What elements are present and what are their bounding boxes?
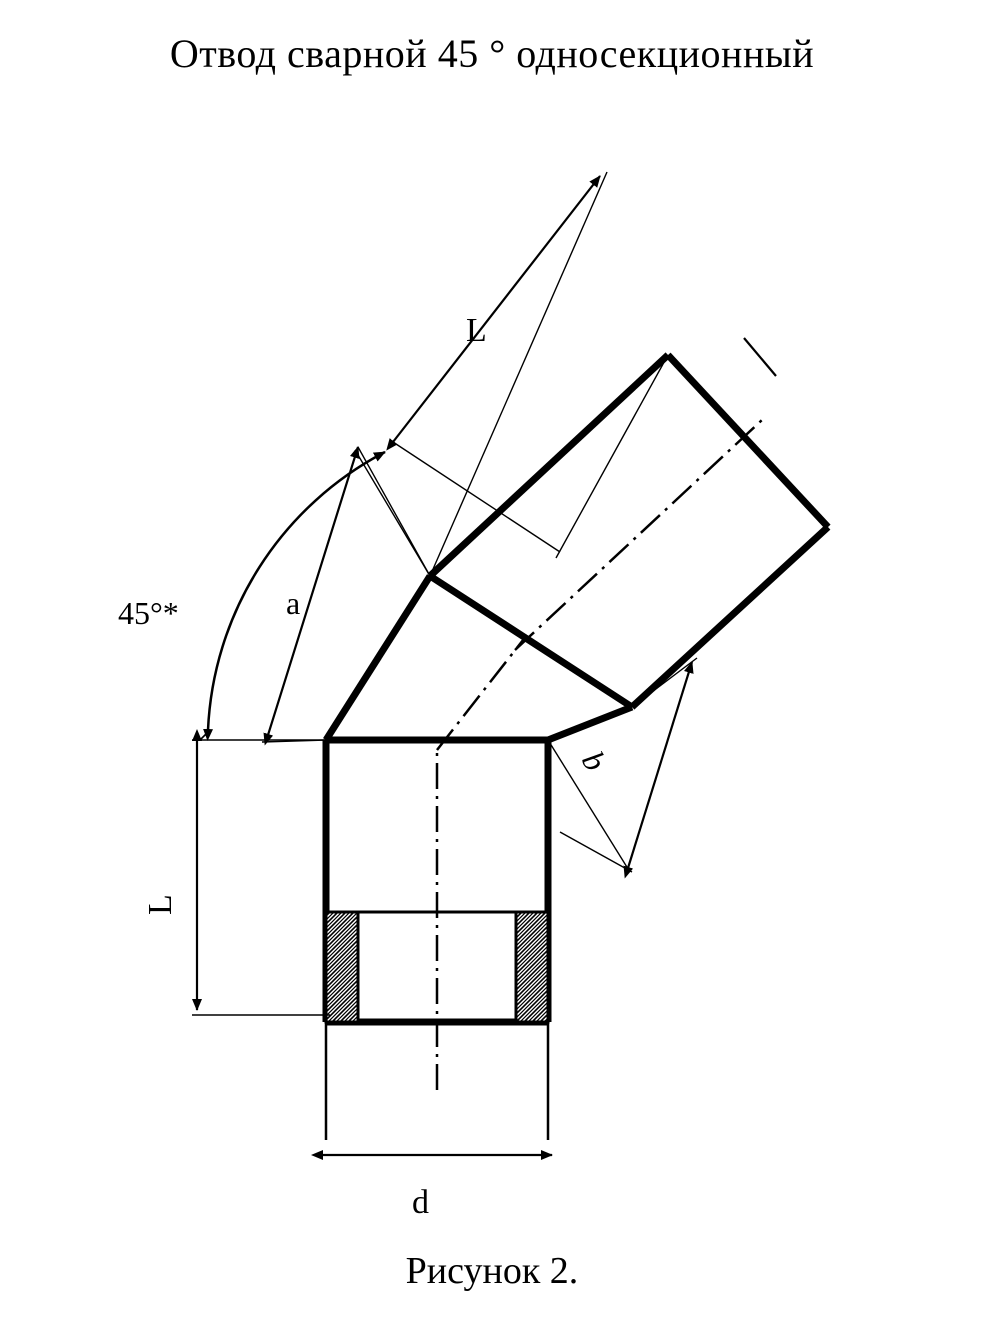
angle-arc-extension-lines [200,730,210,740]
figure-caption: Рисунок 2. [405,1250,579,1292]
label-diameter: d [412,1184,429,1221]
label-length-bottom: L [142,894,179,915]
label-angle: 45°* [118,595,179,631]
dimension-L-top [393,172,668,576]
label-length-top: L [466,312,487,349]
elbow-drawing-svg [0,90,984,1240]
label-segment-a: a [286,585,301,621]
page-title: Отвод сварной 45 ° односекционный [169,31,815,76]
elbow-body-outline [326,355,828,1022]
label-segment-b: b [574,745,614,777]
technical-drawing [0,90,984,1240]
dimension-b [548,658,697,872]
upper-pipe-tick [744,338,776,376]
dimension-L-left [192,740,330,1015]
socket-detail [326,912,548,1022]
